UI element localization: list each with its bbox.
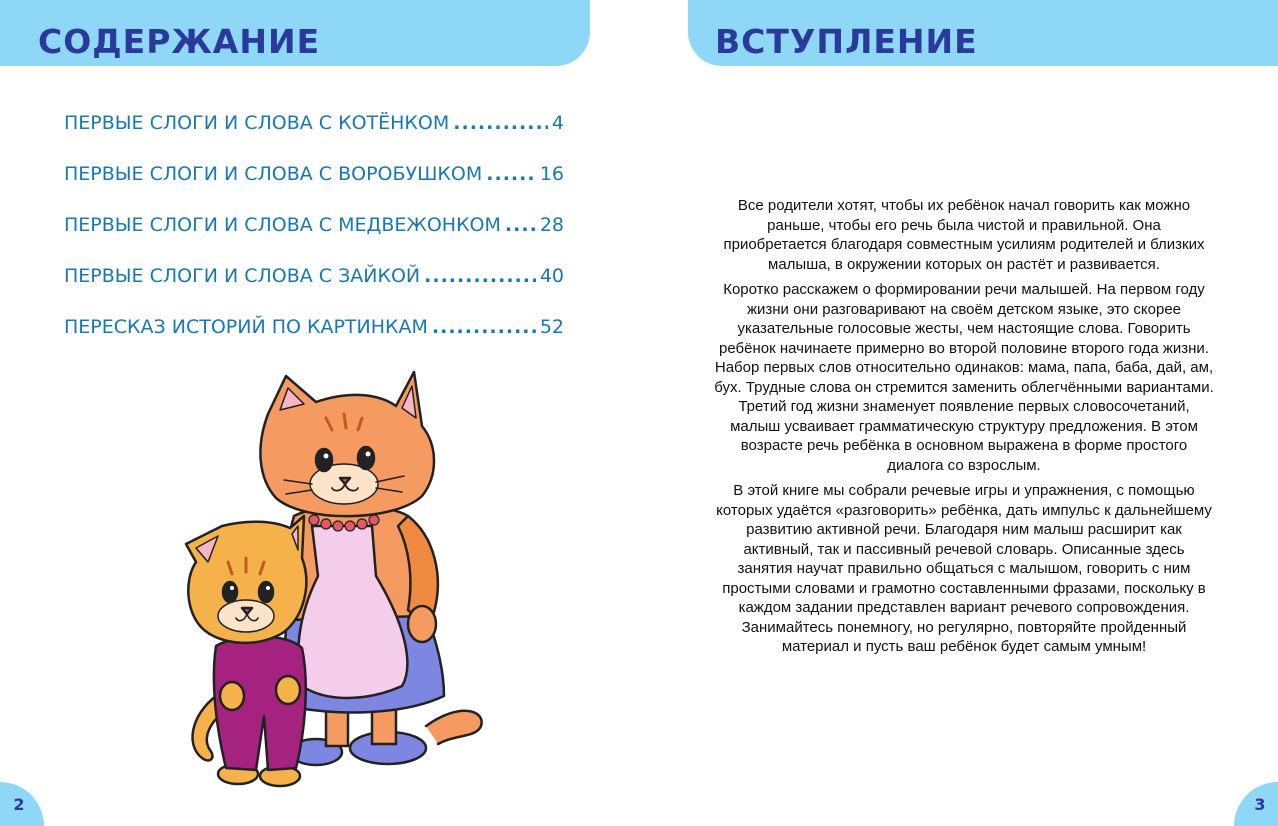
toc-entry[interactable] (64, 265, 564, 316)
toc-entry-title: ПЕРВЫЕ СЛОГИ И СЛОВА С ВОРОБУШКОМ (64, 163, 483, 185)
toc-leader-dots (486, 163, 536, 185)
toc-entry-page: 28 (539, 214, 564, 236)
toc-entry-page: 16 (539, 163, 564, 185)
page-number: 2 (0, 782, 44, 826)
toc-leader-dots (505, 214, 536, 236)
table-of-contents (64, 112, 564, 367)
toc-entry-title: ПЕРВЫЕ СЛОГИ И СЛОВА С МЕДВЕЖОНКОМ (64, 214, 501, 236)
page-number: 3 (1234, 782, 1278, 826)
toc-leader-dots (432, 316, 536, 338)
intro-paragraph: Коротко расскажем о формировании речи малышей. На первом году жизни они разговаривают на своём детском языке, это скорее указательные голосовые жесты, чем настоящие слова. Говорить ребёнок начинаете примерно во второй половине второго года жизни. Набор первых слов относительно одинаков: мама, папа, баба, дай, ам, бух. Трудные слова он стремится заменить облегчёнными вариантами. Третий год жизни знаменует появление первых словосочетаний, малыш усваивает грамматическую структуру предложения. В этом возрасте речь ребёнка в основном выражена в форме простого диалога со взрослым. (714, 281, 1214, 474)
page-title: СОДЕРЖАНИЕ (38, 22, 321, 61)
toc-entry[interactable] (64, 316, 564, 367)
intro-paragraph: В этой книге мы собрали речевые игры и упражнения, с помощью которых удаётся «разговорить» ребёнка, дать импульс к дальнейшему развитию активной речи. Благодаря ним малыш расширит как активный, так и пассивный речевой словарь. Описанные здесь занятия научат правильно общаться с малышом, говорить с ним простыми словами и грамотно составленными фразами, поскольку в каждом задании представлен вариант речевого сопровождения. Занимайтесь понемногу, но регулярно, повторяйте пройденный материал и пусть ваш ребёнок будет самым умным! (716, 482, 1212, 655)
toc-entry-title: ПЕРЕСКАЗ ИСТОРИЙ ПО КАРТИНКАМ (64, 316, 428, 338)
toc-entry[interactable] (64, 163, 564, 214)
toc-leader-dots (424, 265, 536, 287)
toc-entry-page: 40 (539, 265, 564, 287)
toc-leader-dots (453, 112, 548, 134)
toc-entry-page: 52 (539, 316, 564, 338)
page-title: ВСТУПЛЕНИЕ (715, 22, 978, 61)
toc-entry-title: ПЕРВЫЕ СЛОГИ И СЛОВА С ЗАЙКОЙ (64, 265, 421, 287)
toc-entry-title: ПЕРВЫЕ СЛОГИ И СЛОВА С КОТЁНКОМ (64, 112, 450, 134)
toc-entry-page: 4 (551, 112, 564, 134)
cat-mother-and-kitten-illustration (176, 366, 496, 806)
right-page (688, 0, 1278, 826)
left-page (0, 0, 590, 826)
intro-paragraph: Все родители хотят, чтобы их ребёнок начал говорить как можно раньше, чтобы его речь была чистой и правильной. Она приобретается благодаря совместным усилиям родителей и близких малыша, в окружении которых он растёт и развивается. (723, 197, 1205, 273)
introduction-text (714, 196, 1214, 663)
toc-entry[interactable] (64, 214, 564, 265)
toc-entry[interactable] (64, 112, 564, 163)
